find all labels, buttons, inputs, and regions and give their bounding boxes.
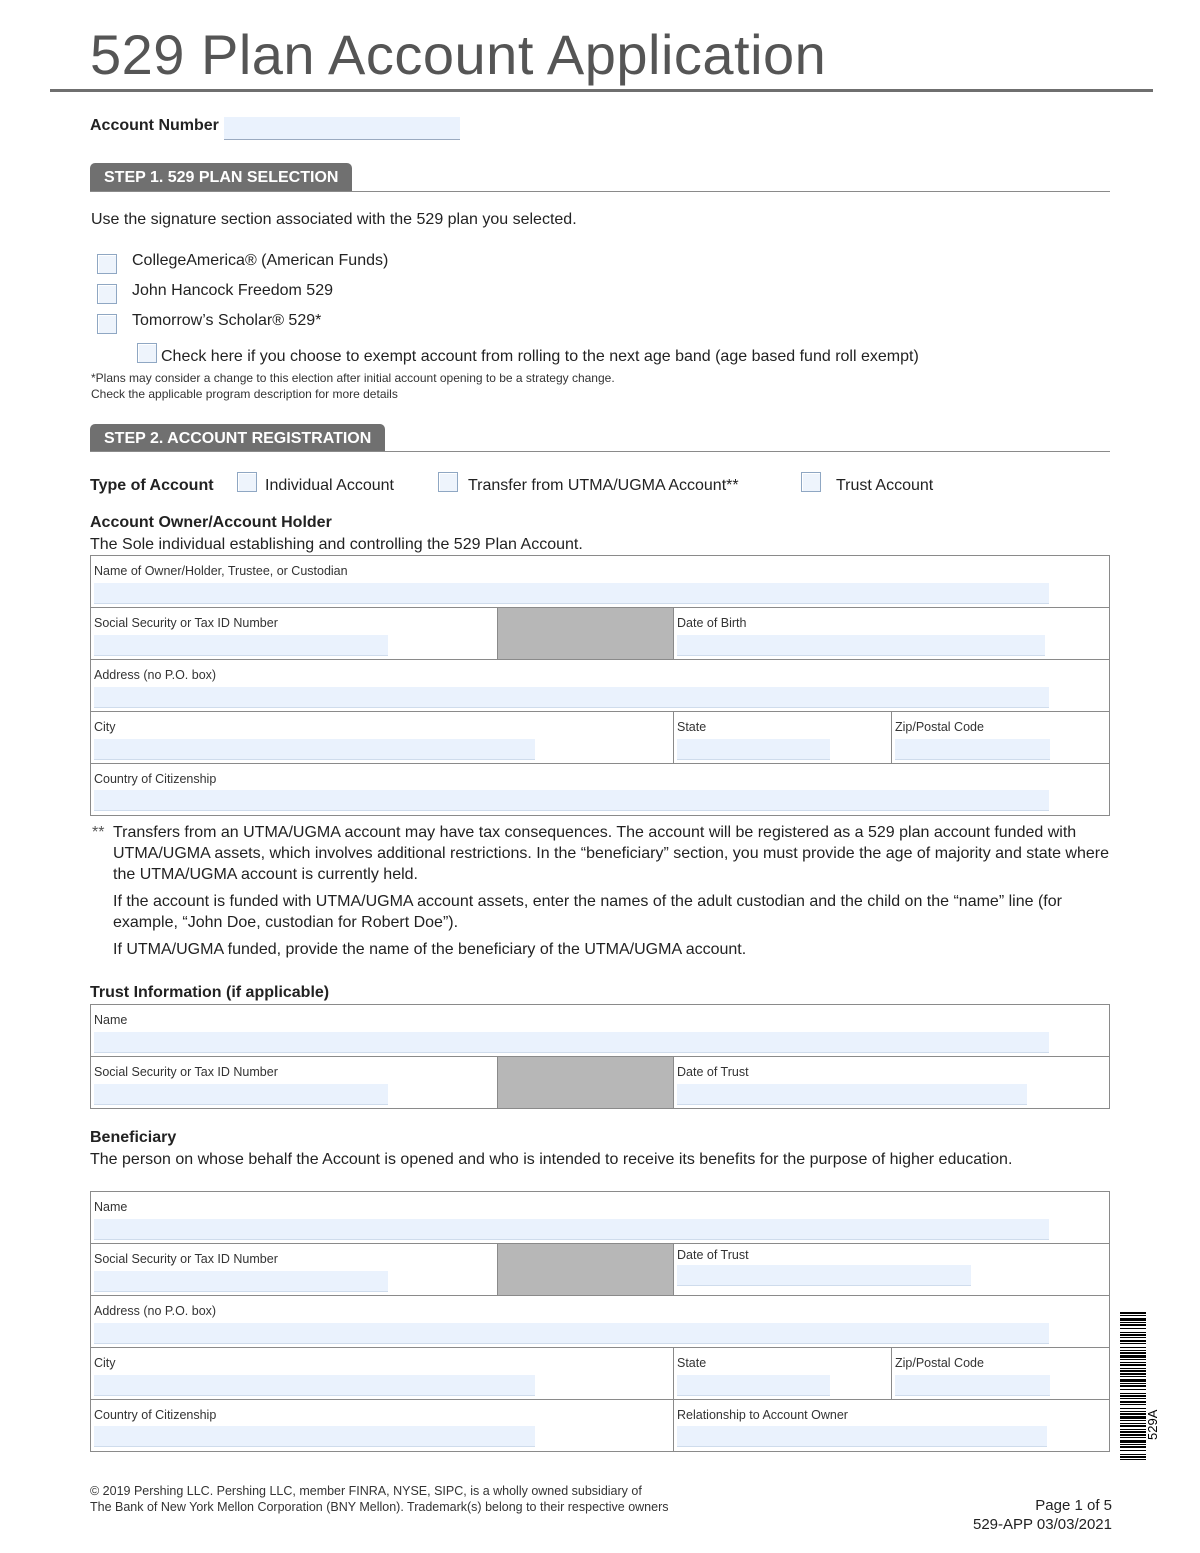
owner-address-cell: [91, 660, 1109, 712]
owner-ssn-cell: [91, 608, 498, 660]
beneficiary-zip-label: Zip/Postal Code: [895, 1356, 984, 1370]
beneficiary-ssn-label: Social Security or Tax ID Number: [94, 1252, 278, 1266]
beneficiary-state-input[interactable]: [677, 1375, 830, 1396]
beneficiary-address-input[interactable]: [94, 1323, 1049, 1344]
footer-copyright-1: © 2019 Pershing LLC. Pershing LLC, member FINRA, NYSE, SIPC, is a wholly owned subsidiary of: [90, 1484, 642, 1498]
beneficiary-table: [90, 1191, 1110, 1452]
type-utma-transfer-checkbox[interactable]: [438, 472, 458, 492]
step1-tab: STEP 1. 529 PLAN SELECTION: [90, 163, 352, 191]
owner-name-label: Name of Owner/Holder, Trustee, or Custodian: [94, 564, 348, 578]
owner-heading: Account Owner/Account Holder: [90, 514, 332, 531]
owner-address-label: Address (no P.O. box): [94, 668, 217, 682]
plan-tomorrows-scholar-label: Tomorrow’s Scholar® 529*: [132, 312, 322, 329]
type-trust-label: Trust Account: [836, 477, 934, 494]
trust-ssn-input[interactable]: [94, 1084, 388, 1105]
barcode-bar: [1120, 1459, 1146, 1460]
barcode-bar: [1120, 1334, 1146, 1336]
beneficiary-ssn-input[interactable]: [94, 1271, 388, 1292]
utma-note-2: If the account is funded with UTMA/UGMA account assets, enter the names of the adult custodian and the child on the “name” line (for example, “John Doe, custodian for Robert Doe”).: [113, 893, 1062, 931]
trust-ssn-label: Social Security or Tax ID Number: [94, 1065, 278, 1079]
barcode-bar: [1120, 1454, 1146, 1455]
barcode-bar: [1120, 1425, 1146, 1427]
beneficiary-address-cell: [91, 1296, 1109, 1348]
barcode-bar: [1120, 1347, 1146, 1348]
account-number-input[interactable]: [224, 117, 460, 140]
beneficiary-name-input[interactable]: [94, 1219, 1049, 1240]
beneficiary-address-label: Address (no P.O. box): [94, 1304, 217, 1318]
barcode-bar: [1120, 1401, 1146, 1403]
beneficiary-zip-cell: [892, 1348, 1109, 1400]
plan-john-hancock-checkbox[interactable]: [97, 284, 117, 304]
barcode-bar: [1120, 1315, 1146, 1316]
owner-city-label: City: [94, 720, 116, 734]
owner-country-label: Country of Citizenship: [94, 772, 217, 786]
beneficiary-shaded-cell: [498, 1244, 674, 1296]
trust-heading: Trust Information (if applicable): [90, 984, 330, 1001]
barcode-bar: [1120, 1337, 1146, 1338]
beneficiary-relationship-label: Relationship to Account Owner: [677, 1408, 848, 1422]
title-divider: [50, 89, 1153, 92]
beneficiary-ssn-cell: [91, 1244, 498, 1296]
owner-ssn-input[interactable]: [94, 635, 388, 656]
barcode-bar: [1120, 1437, 1146, 1438]
owner-dob-cell: [674, 608, 1109, 660]
step2-rule: [90, 451, 1110, 452]
barcode-bar: [1120, 1324, 1146, 1326]
beneficiary-country-input[interactable]: [94, 1426, 535, 1447]
owner-ssn-label: Social Security or Tax ID Number: [94, 616, 278, 630]
beneficiary-name-cell: [91, 1192, 1109, 1244]
owner-zip-cell: [892, 712, 1109, 764]
beneficiary-zip-input[interactable]: [895, 1375, 1050, 1396]
barcode-bar: [1120, 1328, 1146, 1329]
barcode-bar: [1120, 1413, 1146, 1415]
trust-name-label: Name: [94, 1013, 128, 1027]
beneficiary-city-input[interactable]: [94, 1375, 535, 1396]
type-individual-checkbox[interactable]: [237, 472, 257, 492]
barcode-bar: [1120, 1318, 1146, 1321]
owner-country-input[interactable]: [94, 790, 1049, 811]
trust-ssn-cell: [91, 1057, 498, 1108]
plan-john-hancock-label: John Hancock Freedom 529: [132, 282, 333, 299]
owner-city-input[interactable]: [94, 739, 535, 760]
barcode-bar: [1120, 1395, 1146, 1397]
owner-state-cell: [674, 712, 892, 764]
trust-name-input[interactable]: [94, 1032, 1049, 1053]
footer-copyright-2: The Bank of New York Mellon Corporation (BNY Mellon). Trademark(s) belong to their respective owners: [90, 1500, 669, 1514]
barcode: [1120, 1312, 1160, 1464]
owner-state-label: State: [677, 720, 707, 734]
utma-note-3: If UTMA/UGMA funded, provide the name of the beneficiary of the UTMA/UGMA account.: [113, 941, 747, 958]
trust-table: [90, 1004, 1110, 1109]
plan-collegeamerica-label: CollegeAmerica® (American Funds): [132, 252, 389, 269]
owner-name-cell: [91, 556, 1109, 608]
step2-tab: STEP 2. ACCOUNT REGISTRATION: [90, 424, 385, 452]
barcode-bar: [1120, 1376, 1146, 1377]
step1-instruction: Use the signature section associated with the 529 plan you selected.: [91, 211, 577, 228]
owner-shaded-cell: [498, 608, 674, 660]
barcode-bar: [1120, 1444, 1146, 1445]
owner-country-cell: [91, 764, 1109, 815]
page-number: Page 1 of 5: [1035, 1497, 1112, 1514]
barcode-bar: [1120, 1370, 1146, 1372]
owner-dob-label: Date of Birth: [677, 616, 747, 630]
trust-name-cell: [91, 1005, 1109, 1057]
barcode-bar: [1120, 1383, 1146, 1384]
step1-footnote-2: Check the applicable program description for more details: [91, 387, 398, 401]
page-title: 529 Plan Account Application: [90, 23, 827, 86]
type-utma-transfer-label: Transfer from UTMA/UGMA Account**: [468, 477, 739, 494]
barcode-bar: [1120, 1440, 1146, 1443]
step1-footnote-1: *Plans may consider a change to this election after initial account opening to be a strategy change.: [91, 371, 615, 385]
barcode-bar: [1120, 1434, 1146, 1436]
note-marker: **: [92, 824, 105, 841]
barcode-bar: [1120, 1393, 1146, 1394]
owner-address-input[interactable]: [94, 687, 1049, 708]
beneficiary-name-label: Name: [94, 1200, 128, 1214]
type-individual-label: Individual Account: [265, 477, 394, 494]
beneficiary-state-cell: [674, 1348, 892, 1400]
beneficiary-country-label: Country of Citizenship: [94, 1408, 217, 1422]
account-number-label: Account Number: [90, 117, 219, 134]
barcode-bar: [1120, 1456, 1146, 1458]
owner-table: [90, 555, 1110, 816]
barcode-label: 529A: [1145, 1409, 1160, 1440]
trust-shaded-cell: [498, 1057, 674, 1108]
barcode-bar: [1120, 1322, 1146, 1323]
plan-collegeamerica-checkbox[interactable]: [97, 254, 117, 274]
barcode-bar: [1120, 1408, 1146, 1409]
barcode-bar: [1120, 1359, 1146, 1360]
beneficiary-date-cell: [674, 1244, 1109, 1296]
barcode-bar: [1120, 1389, 1146, 1390]
owner-city-cell: [91, 712, 674, 764]
owner-description: The Sole individual establishing and controlling the 529 Plan Account.: [90, 536, 583, 553]
barcode-bar: [1120, 1446, 1146, 1448]
trust-date-cell: [674, 1057, 1109, 1108]
beneficiary-relationship-input[interactable]: [677, 1426, 1047, 1447]
age-band-exempt-label: Check here if you choose to exempt account from rolling to the next age band (age based fund roll exempt): [161, 348, 919, 365]
barcode-bar: [1120, 1312, 1146, 1314]
beneficiary-city-label: City: [94, 1356, 116, 1370]
beneficiary-relationship-cell: [674, 1400, 1109, 1451]
plan-tomorrows-scholar-checkbox[interactable]: [97, 314, 117, 334]
type-trust-checkbox[interactable]: [801, 472, 821, 492]
barcode-bar: [1120, 1340, 1146, 1342]
barcode-bar: [1120, 1343, 1146, 1344]
barcode-bar: [1120, 1398, 1146, 1399]
utma-note-1: Transfers from an UTMA/UGMA account may have tax consequences. The account will be registered as a 529 plan account funded with UTMA/UGMA assets, which involves additional restrictions. In the “beneficiary” section, you must provide the age of majority and state where the UTMA/UGMA account is currently held.: [113, 824, 1109, 883]
owner-name-input[interactable]: [94, 583, 1049, 604]
form-id: 529-APP 03/03/2021: [972, 1516, 1112, 1533]
barcode-bar: [1120, 1420, 1146, 1421]
owner-dob-input[interactable]: [677, 635, 1045, 656]
barcode-bar: [1120, 1416, 1146, 1419]
barcode-bar: [1120, 1373, 1146, 1375]
owner-zip-label: Zip/Postal Code: [895, 720, 984, 734]
beneficiary-state-label: State: [677, 1356, 707, 1370]
barcode-bar: [1120, 1423, 1146, 1424]
beneficiary-city-cell: [91, 1348, 674, 1400]
barcode-bar: [1120, 1368, 1146, 1369]
barcode-bar: [1120, 1379, 1146, 1382]
barcode-bar: [1120, 1364, 1146, 1366]
barcode-bar: [1120, 1431, 1146, 1433]
barcode-bar: [1120, 1350, 1146, 1351]
barcode-bar: [1120, 1411, 1146, 1412]
trust-date-label: Date of Trust: [677, 1065, 749, 1079]
barcode-bar: [1120, 1355, 1146, 1358]
step1-rule: [90, 191, 1110, 192]
age-band-exempt-checkbox[interactable]: [137, 343, 157, 363]
beneficiary-date-label: Date of Trust: [677, 1248, 749, 1262]
trust-date-input[interactable]: [677, 1084, 1027, 1105]
barcode-bar: [1120, 1404, 1146, 1405]
owner-zip-input[interactable]: [895, 739, 1050, 760]
beneficiary-date-input[interactable]: [677, 1265, 971, 1286]
barcode-bar: [1120, 1385, 1146, 1387]
beneficiary-description: The person on whose behalf the Account is opened and who is intended to receive its benefits for the purpose of higher education.: [90, 1151, 1013, 1168]
barcode-bar: [1120, 1352, 1146, 1354]
beneficiary-heading: Beneficiary: [90, 1129, 177, 1146]
barcode-bar: [1120, 1450, 1146, 1451]
barcode-bar: [1120, 1332, 1146, 1333]
account-type-label: Type of Account: [90, 477, 214, 494]
barcode-bar: [1120, 1362, 1146, 1363]
beneficiary-country-cell: [91, 1400, 674, 1451]
barcode-bar: [1120, 1429, 1146, 1430]
owner-state-input[interactable]: [677, 739, 830, 760]
